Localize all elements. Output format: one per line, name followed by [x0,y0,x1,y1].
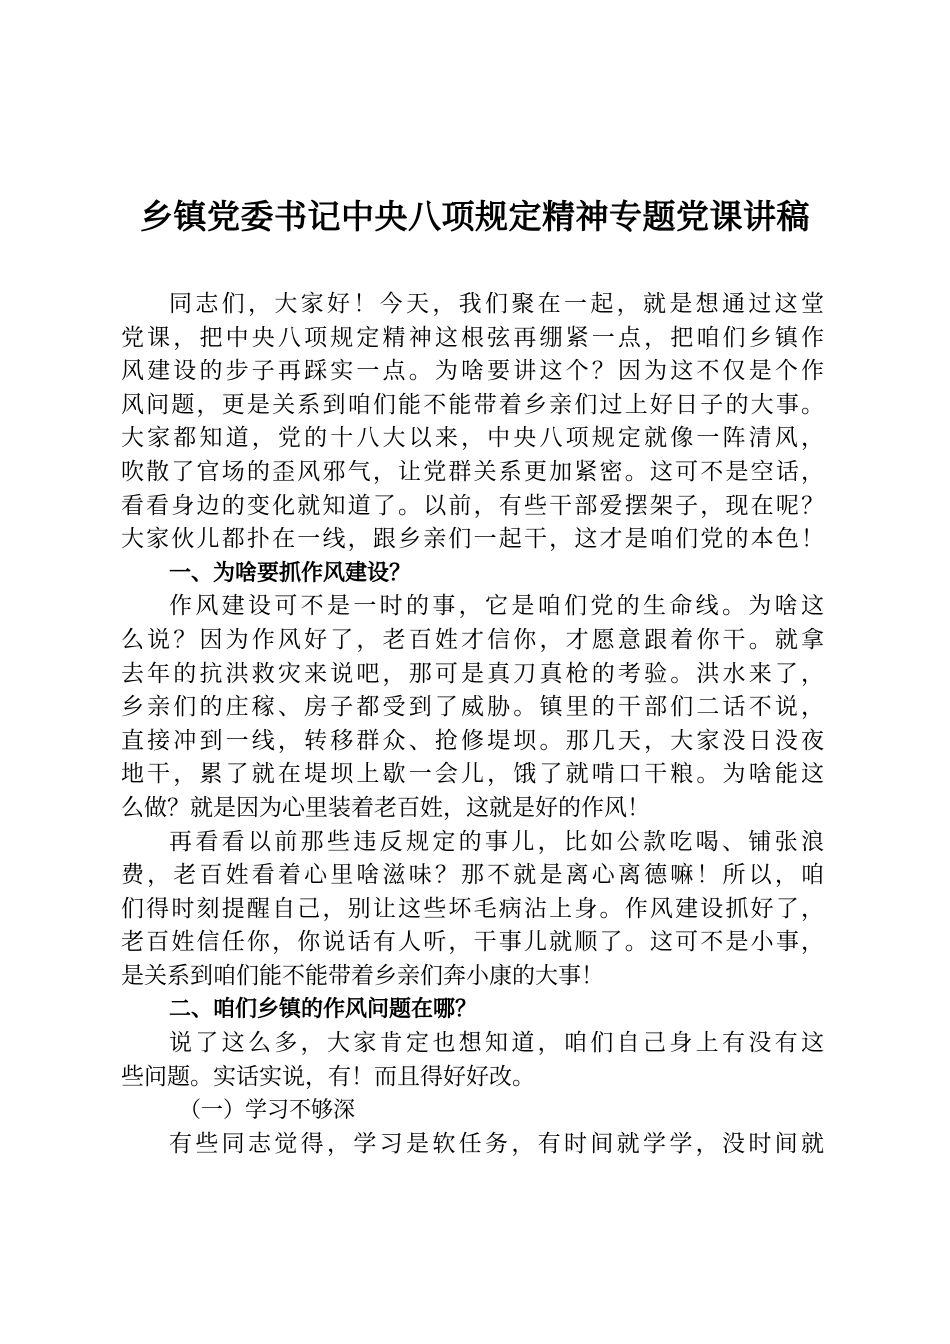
paragraph-line: 些问题。实话实说，有！而且得好好改。 [121,1063,535,1090]
paragraph-line: 风问题，更是关系到咱们能不能带着乡亲们过上好日子的大事。 [121,391,824,418]
section-heading: 二、咱们乡镇的作风问题在哪？ [169,997,478,1023]
paragraph-line: 大家都知道，党的十八大以来，中央八项规定就像一阵清风， [121,425,824,452]
paragraph-line: 同志们，大家好！今天，我们聚在一起，就是想通过这堂 [169,291,824,317]
paragraph-line: 么说？因为作风好了，老百姓才信你，才愿意跟着你干。就拿 [121,626,824,653]
section-heading: 一、为啥要抓作风建设？ [169,560,412,586]
paragraph-line: 直接冲到一线，转移群众、抢修堤坝。那几天，大家没日没夜 [121,727,824,754]
paragraph-line: 大家伙儿都扑在一线，跟乡亲们一起干，这才是咱们党的本色！ [121,526,824,553]
document-body [121,288,824,1161]
paragraph-line: 再看看以前那些违反规定的事儿，比如公款吃喝、铺张浪 [169,828,824,855]
subsection-heading: （一）学习不够深 [179,1098,356,1124]
document-title: 乡镇党委书记中央八项规定精神专题党课讲稿 [140,197,810,236]
paragraph-line: 有些同志觉得，学习是软任务，有时间就学学，没时间就 [169,1130,824,1157]
paragraph-line: 老百姓信任你，你说话有人听，干事儿就顺了。这可不是小事， [121,929,824,956]
paragraph-line: 作风建设可不是一时的事，它是咱们党的生命线。为啥这 [169,593,824,620]
paragraph-line: 是关系到咱们能不能带着乡亲们奔小康的大事！ [121,962,604,989]
paragraph-line: 么做？就是因为心里装着老百姓，这就是好的作风！ [121,794,650,821]
paragraph-line: 去年的抗洪救灾来说吧，那可是真刀真枪的考验。洪水来了， [121,660,824,687]
paragraph-line: 说了这么多，大家肯定也想知道，咱们自己身上有没有这 [169,1030,824,1057]
paragraph-line: 地干，累了就在堤坝上歇一会儿，饿了就啃口干粮。为啥能这 [121,761,824,788]
paragraph-line: 们得时刻提醒自己，别让这些坏毛病沾上身。作风建设抓好了， [121,895,824,922]
paragraph-line: 乡亲们的庄稼、房子都受到了威胁。镇里的干部们二话不说， [121,694,824,721]
paragraph-line: 费，老百姓看着心里啥滋味？那不就是离心离德嘛！所以，咱 [121,862,824,889]
paragraph-line: 看看身边的变化就知道了。以前，有些干部爱摆架子，现在呢？ [121,492,824,519]
paragraph-line: 风建设的步子再踩实一点。为啥要讲这个？因为这不仅是个作 [121,358,824,385]
paragraph-line: 吹散了官场的歪风邪气，让党群关系更加紧密。这可不是空话， [121,458,824,485]
paragraph-line: 党课，把中央八项规定精神这根弦再绷紧一点，把咱们乡镇作 [121,324,824,351]
